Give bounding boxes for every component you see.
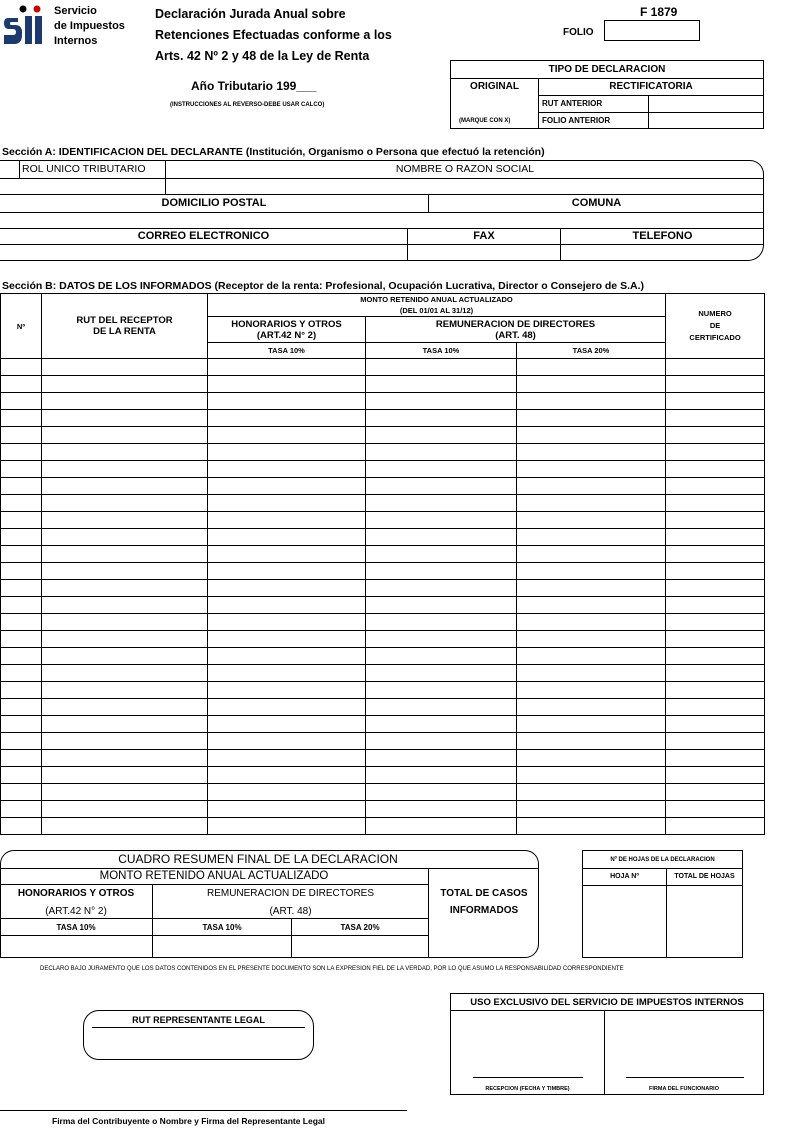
rut-representante-field[interactable]: [96, 1030, 301, 1056]
row-certificado-cell[interactable]: [666, 444, 765, 461]
row-rem-tasa10-cell[interactable]: [366, 801, 517, 818]
row-hon-tasa10-cell[interactable]: [208, 631, 366, 648]
row-rut-cell[interactable]: [42, 461, 208, 478]
row-certificado-cell[interactable]: [666, 682, 765, 699]
row-certificado-cell[interactable]: [666, 614, 765, 631]
table-row: [1, 597, 765, 614]
row-rem-tasa20-cell[interactable]: [517, 376, 666, 393]
row-rem-tasa20-cell[interactable]: [517, 818, 666, 835]
row-n-cell[interactable]: [1, 546, 42, 563]
tipo-declaracion-box: [450, 60, 764, 129]
row-n-cell[interactable]: [1, 393, 42, 410]
row-hon-tasa10-cell[interactable]: [208, 410, 366, 427]
nombre-label: NOMBRE O RAZON SOCIAL: [395, 163, 535, 175]
row-rem-tasa10-cell[interactable]: [366, 393, 517, 410]
table-row: [1, 631, 765, 648]
telefono-label: TELEFONO: [632, 230, 693, 242]
row-n-cell[interactable]: [1, 716, 42, 733]
col-rut: RUT DEL RECEPTOR DE LA RENTA: [42, 294, 208, 359]
row-certificado-cell[interactable]: [666, 512, 765, 529]
table-row: [1, 444, 765, 461]
fax-field[interactable]: [408, 245, 559, 259]
row-rem-tasa10-cell[interactable]: [366, 648, 517, 665]
row-rem-tasa10-cell[interactable]: [366, 495, 517, 512]
row-certificado-cell[interactable]: [666, 580, 765, 597]
row-rem-tasa10-cell[interactable]: [366, 716, 517, 733]
row-n-cell[interactable]: [1, 699, 42, 716]
row-certificado-cell[interactable]: [666, 648, 765, 665]
row-certificado-cell[interactable]: [666, 597, 765, 614]
row-certificado-cell[interactable]: [666, 410, 765, 427]
sii-logo: [4, 4, 48, 46]
original-option[interactable]: ORIGINAL: [470, 81, 519, 92]
row-certificado-cell[interactable]: [666, 784, 765, 801]
row-rem-tasa20-cell[interactable]: [517, 427, 666, 444]
row-rut-cell[interactable]: [42, 818, 208, 835]
row-rem-tasa20-cell[interactable]: [517, 495, 666, 512]
uso-exclusivo-box: [450, 993, 764, 1095]
row-hon-tasa10-cell[interactable]: [208, 563, 366, 580]
firma-line: [0, 1110, 407, 1111]
table-row: [1, 682, 765, 699]
row-certificado-cell[interactable]: [666, 376, 765, 393]
row-rem-tasa20-cell[interactable]: [517, 801, 666, 818]
row-rut-cell[interactable]: [42, 784, 208, 801]
resumen-rem-1: REMUNERACION DE DIRECTORES: [206, 888, 375, 899]
col-tasa10-rem: TASA 10%: [366, 343, 517, 359]
table-row: [1, 648, 765, 665]
hojas-title: Nº DE HOJAS DE LA DECLARACION: [610, 857, 715, 863]
row-rut-cell[interactable]: [42, 529, 208, 546]
row-n-cell[interactable]: [1, 444, 42, 461]
row-n-cell[interactable]: [1, 376, 42, 393]
col-monto: MONTO RETENIDO ANUAL ACTUALIZADO (DEL 01/01 AL 31/12): [208, 294, 666, 317]
table-row: [1, 427, 765, 444]
row-rem-tasa20-cell[interactable]: [517, 631, 666, 648]
row-rem-tasa10-cell[interactable]: [366, 563, 517, 580]
resumen-title: CUADRO RESUMEN FINAL DE LA DECLARACION: [118, 852, 398, 866]
row-rut-cell[interactable]: [42, 733, 208, 750]
row-rem-tasa10-cell[interactable]: [366, 733, 517, 750]
row-hon-tasa10-cell[interactable]: [208, 376, 366, 393]
row-certificado-cell[interactable]: [666, 699, 765, 716]
row-rem-tasa10-cell[interactable]: [366, 461, 517, 478]
row-rut-cell[interactable]: [42, 801, 208, 818]
row-rem-tasa10-cell[interactable]: [366, 665, 517, 682]
row-rem-tasa10-cell[interactable]: [366, 682, 517, 699]
row-n-cell[interactable]: [1, 410, 42, 427]
hoja-field[interactable]: [584, 887, 665, 957]
row-rem-tasa20-cell[interactable]: [517, 410, 666, 427]
resumen-total-2: INFORMADOS: [449, 905, 519, 916]
row-n-cell[interactable]: [1, 614, 42, 631]
resumen-tasa10-rem: TASA 10%: [202, 923, 242, 932]
row-n-cell[interactable]: [1, 495, 42, 512]
correo-field[interactable]: [1, 245, 406, 259]
fax-label: FAX: [473, 230, 495, 242]
row-rut-cell[interactable]: [42, 495, 208, 512]
row-rut-cell[interactable]: [42, 699, 208, 716]
table-row: [1, 393, 765, 410]
row-rem-tasa20-cell[interactable]: [517, 716, 666, 733]
row-certificado-cell[interactable]: [666, 665, 765, 682]
table-row: [1, 614, 765, 631]
org-name: Servicio de Impuestos Internos: [54, 5, 125, 47]
col-remuneracion: REMUNERACION DE DIRECTORES (ART. 48): [366, 317, 666, 343]
rut-anterior-label: RUT ANTERIOR: [542, 99, 603, 108]
correo-label: CORREO ELECTRONICO: [137, 230, 270, 242]
row-rut-cell[interactable]: [42, 393, 208, 410]
row-certificado-cell[interactable]: [666, 767, 765, 784]
row-rem-tasa20-cell[interactable]: [517, 733, 666, 750]
row-n-cell[interactable]: [1, 427, 42, 444]
row-rut-cell[interactable]: [42, 444, 208, 461]
row-certificado-cell[interactable]: [666, 461, 765, 478]
row-hon-tasa10-cell[interactable]: [208, 614, 366, 631]
row-n-cell[interactable]: [1, 648, 42, 665]
telefono-field[interactable]: [561, 245, 751, 259]
row-hon-tasa10-cell[interactable]: [208, 716, 366, 733]
rut-representante-label: RUT REPRESENTANTE LEGAL: [132, 1015, 265, 1025]
row-hon-tasa10-cell[interactable]: [208, 444, 366, 461]
table-row: [1, 767, 765, 784]
col-honorarios: HONORARIOS Y OTROS (ART.42 N° 2): [208, 317, 366, 343]
rol-field[interactable]: [1, 179, 164, 193]
folio-field[interactable]: [604, 20, 700, 41]
row-n-cell[interactable]: [1, 563, 42, 580]
row-hon-tasa10-cell[interactable]: [208, 580, 366, 597]
row-n-cell[interactable]: [1, 801, 42, 818]
row-rut-cell[interactable]: [42, 631, 208, 648]
row-n-cell[interactable]: [1, 733, 42, 750]
row-rem-tasa10-cell[interactable]: [366, 512, 517, 529]
folio-anterior-label: FOLIO ANTERIOR: [542, 116, 611, 125]
row-certificado-cell[interactable]: [666, 427, 765, 444]
resumen-total-field[interactable]: [429, 936, 527, 956]
folio-label: FOLIO: [563, 27, 594, 38]
row-hon-tasa10-cell[interactable]: [208, 784, 366, 801]
section-a-title: Sección A: IDENTIFICACION DEL DECLARANTE (Institución, Organismo o Persona que efectuó la retención): [2, 146, 545, 158]
total-hojas-field[interactable]: [668, 887, 741, 957]
row-rut-cell[interactable]: [42, 580, 208, 597]
row-n-cell[interactable]: [1, 665, 42, 682]
row-rem-tasa20-cell[interactable]: [517, 699, 666, 716]
row-rem-tasa20-cell[interactable]: [517, 614, 666, 631]
form-number: F 1879: [640, 5, 678, 19]
table-row: [1, 461, 765, 478]
table-row: [1, 359, 765, 376]
row-hon-tasa10-cell[interactable]: [208, 733, 366, 750]
row-n-cell[interactable]: [1, 461, 42, 478]
row-rut-cell[interactable]: [42, 376, 208, 393]
row-hon-tasa10-cell[interactable]: [208, 699, 366, 716]
table-row: [1, 495, 765, 512]
resumen-total-1: TOTAL DE CASOS: [440, 888, 528, 899]
resumen-hon-field[interactable]: [1, 936, 151, 956]
row-rut-cell[interactable]: [42, 614, 208, 631]
row-rem-tasa10-cell[interactable]: [366, 546, 517, 563]
row-rem-tasa10-cell[interactable]: [366, 767, 517, 784]
rol-label: ROL UNICO TRIBUTARIO: [22, 163, 146, 175]
row-rem-tasa10-cell[interactable]: [366, 376, 517, 393]
row-hon-tasa10-cell[interactable]: [208, 393, 366, 410]
row-rut-cell[interactable]: [42, 427, 208, 444]
table-row: [1, 478, 765, 495]
row-rut-cell[interactable]: [42, 597, 208, 614]
row-rem-tasa20-cell[interactable]: [517, 444, 666, 461]
row-rem-tasa10-cell[interactable]: [366, 444, 517, 461]
row-rem-tasa20-cell[interactable]: [517, 648, 666, 665]
row-certificado-cell[interactable]: [666, 716, 765, 733]
firma-funcionario-label: FIRMA DEL FUNCIONARIO: [649, 1086, 719, 1092]
col-tasa20-rem: TASA 20%: [517, 343, 666, 359]
table-row: [1, 529, 765, 546]
row-certificado-cell[interactable]: [666, 801, 765, 818]
total-hojas-label: TOTAL DE HOJAS: [674, 873, 735, 880]
form-title: Declaración Jurada Anual sobre Retenciones Efectuadas conforme a los Arts. 42 Nº 2 y 48 de la Ley de Renta: [155, 7, 392, 63]
firma-label: Firma del Contribuyente o Nombre y Firma del Representante Legal: [52, 1116, 326, 1126]
table-row: [1, 665, 765, 682]
col-tasa10-hon: TASA 10%: [208, 343, 366, 359]
row-n-cell[interactable]: [1, 767, 42, 784]
row-rem-tasa20-cell[interactable]: [517, 665, 666, 682]
domicilio-field[interactable]: [1, 213, 763, 227]
row-hon-tasa10-cell[interactable]: [208, 750, 366, 767]
hoja-label: HOJA Nº: [610, 873, 639, 880]
row-hon-tasa10-cell[interactable]: [208, 546, 366, 563]
comuna-label: COMUNA: [571, 197, 622, 209]
row-rem-tasa20-cell[interactable]: [517, 393, 666, 410]
table-row: [1, 818, 765, 835]
table-row: [1, 801, 765, 818]
table-row: [1, 699, 765, 716]
table-row: [1, 733, 765, 750]
resumen-tasa20-rem: TASA 20%: [340, 923, 380, 932]
table-row: [1, 716, 765, 733]
table-row: [1, 512, 765, 529]
row-n-cell[interactable]: [1, 529, 42, 546]
resumen-rem-2: (ART. 48): [269, 906, 312, 917]
row-rem-tasa10-cell[interactable]: [366, 818, 517, 835]
hojas-box: [582, 850, 743, 958]
row-n-cell[interactable]: [1, 597, 42, 614]
table-row: [1, 563, 765, 580]
row-hon-tasa10-cell[interactable]: [208, 427, 366, 444]
row-certificado-cell[interactable]: [666, 478, 765, 495]
row-hon-tasa10-cell[interactable]: [208, 512, 366, 529]
row-rut-cell[interactable]: [42, 716, 208, 733]
row-certificado-cell[interactable]: [666, 529, 765, 546]
rectificatoria-option[interactable]: RECTIFICATORIA: [609, 81, 693, 92]
row-certificado-cell[interactable]: [666, 393, 765, 410]
row-n-cell[interactable]: [1, 478, 42, 495]
row-rem-tasa10-cell[interactable]: [366, 784, 517, 801]
row-rem-tasa10-cell[interactable]: [366, 529, 517, 546]
row-hon-tasa10-cell[interactable]: [208, 359, 366, 376]
row-n-cell[interactable]: [1, 784, 42, 801]
domicilio-label: DOMICILIO POSTAL: [161, 197, 267, 209]
row-rut-cell[interactable]: [42, 563, 208, 580]
row-hon-tasa10-cell[interactable]: [208, 529, 366, 546]
row-rem-tasa20-cell[interactable]: [517, 580, 666, 597]
row-rut-cell[interactable]: [42, 359, 208, 376]
row-n-cell[interactable]: [1, 359, 42, 376]
row-hon-tasa10-cell[interactable]: [208, 478, 366, 495]
row-n-cell[interactable]: [1, 682, 42, 699]
informados-table: [0, 293, 765, 835]
row-rut-cell[interactable]: [42, 682, 208, 699]
row-certificado-cell[interactable]: [666, 563, 765, 580]
row-rem-tasa10-cell[interactable]: [366, 580, 517, 597]
row-rem-tasa20-cell[interactable]: [517, 784, 666, 801]
table-row: [1, 410, 765, 427]
row-certificado-cell[interactable]: [666, 818, 765, 835]
row-rem-tasa20-cell[interactable]: [517, 359, 666, 376]
row-rem-tasa10-cell[interactable]: [366, 750, 517, 767]
row-certificado-cell[interactable]: [666, 546, 765, 563]
row-rut-cell[interactable]: [42, 512, 208, 529]
row-hon-tasa10-cell[interactable]: [208, 648, 366, 665]
table-row: [1, 750, 765, 767]
row-rut-cell[interactable]: [42, 767, 208, 784]
section-b-title: Sección B: DATOS DE LOS INFORMADOS (Receptor de la renta: Profesional, Ocupación Lucrativa, Director o Consejero de S.A.): [2, 280, 644, 292]
instructions-note: (INSTRUCCIONES AL REVERSO-DEBE USAR CALCO): [170, 102, 325, 108]
row-rut-cell[interactable]: [42, 478, 208, 495]
row-hon-tasa10-cell[interactable]: [208, 461, 366, 478]
row-rut-cell[interactable]: [42, 410, 208, 427]
row-hon-tasa10-cell[interactable]: [208, 495, 366, 512]
row-rem-tasa10-cell[interactable]: [366, 478, 517, 495]
row-rut-cell[interactable]: [42, 665, 208, 682]
row-certificado-cell[interactable]: [666, 733, 765, 750]
row-rut-cell[interactable]: [42, 750, 208, 767]
resumen-hon-2: (ART.42 N° 2): [45, 906, 107, 917]
tipo-title: TIPO DE DECLARACION: [548, 64, 666, 75]
resumen-rem20-field[interactable]: [292, 936, 427, 956]
row-rut-cell[interactable]: [42, 648, 208, 665]
row-rem-tasa20-cell[interactable]: [517, 767, 666, 784]
row-hon-tasa10-cell[interactable]: [208, 818, 366, 835]
row-rem-tasa20-cell[interactable]: [517, 682, 666, 699]
row-hon-tasa10-cell[interactable]: [208, 597, 366, 614]
row-rem-tasa20-cell[interactable]: [517, 478, 666, 495]
row-rem-tasa20-cell[interactable]: [517, 546, 666, 563]
table-row: [1, 580, 765, 597]
row-rem-tasa20-cell[interactable]: [517, 461, 666, 478]
declaracion-jurada: DECLARO BAJO JURAMENTO QUE LOS DATOS CONTENIDOS EN EL PRESENTE DOCUMENTO SON LA EXPRESION FIEL DE LA VERDAD, POR LO QUE ASUMO LA RESPONSABILIDAD CORRESPONDIENTE: [40, 966, 624, 972]
row-rem-tasa10-cell[interactable]: [366, 699, 517, 716]
row-rut-cell[interactable]: [42, 546, 208, 563]
uso-title: USO EXCLUSIVO DEL SERVICIO DE IMPUESTOS INTERNOS: [470, 997, 744, 1008]
row-n-cell[interactable]: [1, 580, 42, 597]
col-n: Nº: [1, 294, 42, 359]
year-label: Año Tributario 199___: [191, 79, 317, 93]
row-n-cell[interactable]: [1, 512, 42, 529]
table-row: [1, 376, 765, 393]
row-certificado-cell[interactable]: [666, 359, 765, 376]
table-row: [1, 784, 765, 801]
recepcion-label: RECEPCION (FECHA Y TIMBRE): [485, 1086, 570, 1092]
row-rem-tasa20-cell[interactable]: [517, 563, 666, 580]
row-certificado-cell[interactable]: [666, 750, 765, 767]
row-certificado-cell[interactable]: [666, 495, 765, 512]
resumen-monto: MONTO RETENIDO ANUAL ACTUALIZADO: [99, 870, 329, 882]
row-hon-tasa10-cell[interactable]: [208, 682, 366, 699]
resumen-rem10-field[interactable]: [153, 936, 290, 956]
row-rem-tasa10-cell[interactable]: [366, 427, 517, 444]
row-rem-tasa20-cell[interactable]: [517, 750, 666, 767]
row-rem-tasa20-cell[interactable]: [517, 597, 666, 614]
row-n-cell[interactable]: [1, 750, 42, 767]
row-rem-tasa10-cell[interactable]: [366, 614, 517, 631]
row-certificado-cell[interactable]: [666, 631, 765, 648]
resumen-tasa10-hon: TASA 10%: [56, 923, 96, 932]
row-rem-tasa10-cell[interactable]: [366, 359, 517, 376]
row-rem-tasa20-cell[interactable]: [517, 512, 666, 529]
row-rem-tasa20-cell[interactable]: [517, 529, 666, 546]
row-n-cell[interactable]: [1, 818, 42, 835]
resumen-hon-1: HONORARIOS Y OTROS: [17, 888, 135, 899]
nombre-field[interactable]: [166, 179, 763, 193]
row-rem-tasa10-cell[interactable]: [366, 410, 517, 427]
row-rem-tasa10-cell[interactable]: [366, 631, 517, 648]
row-n-cell[interactable]: [1, 631, 42, 648]
row-hon-tasa10-cell[interactable]: [208, 767, 366, 784]
row-hon-tasa10-cell[interactable]: [208, 665, 366, 682]
row-hon-tasa10-cell[interactable]: [208, 801, 366, 818]
table-row: [1, 546, 765, 563]
marque-note: (MARQUE CON X): [459, 118, 511, 124]
col-numero: NUMERO DE CERTIFICADO: [666, 294, 765, 359]
row-rem-tasa10-cell[interactable]: [366, 597, 517, 614]
